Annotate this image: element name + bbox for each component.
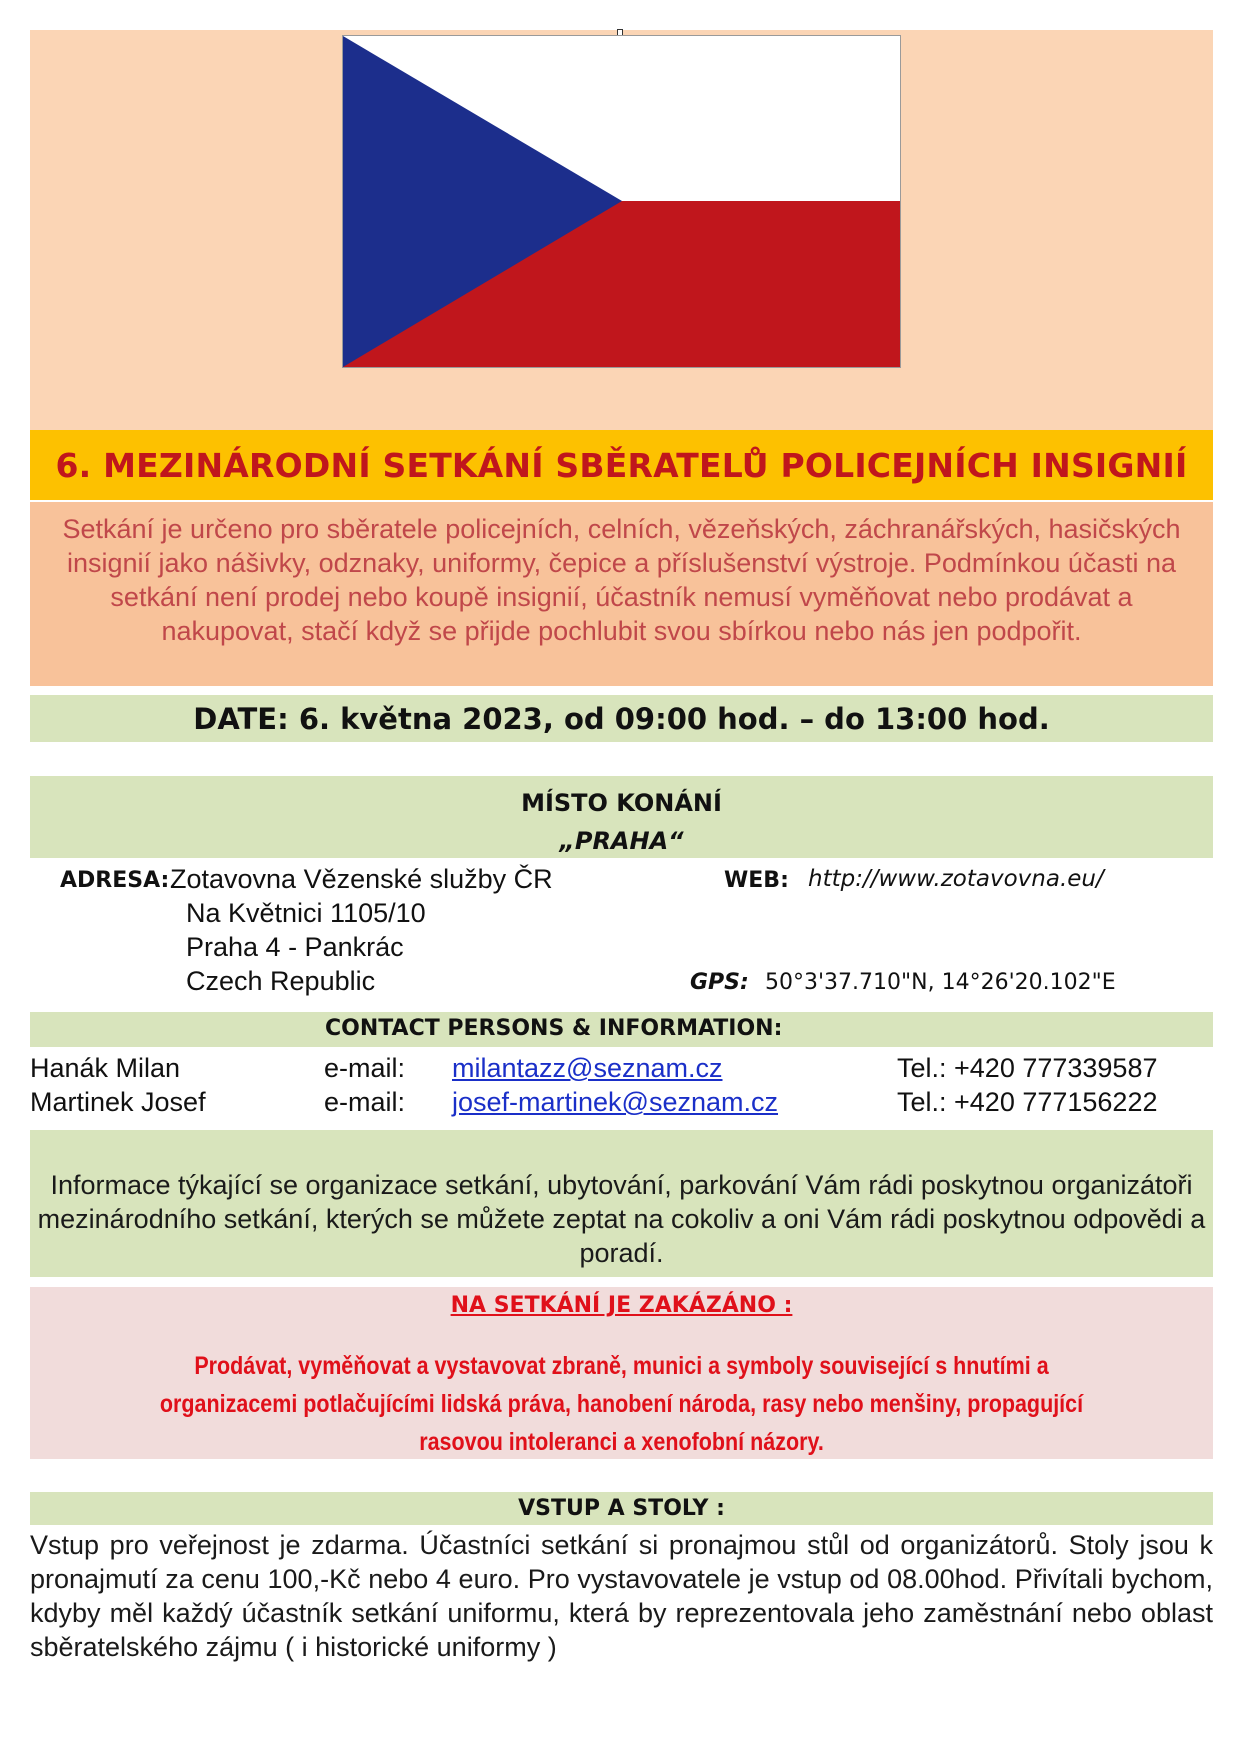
email-link[interactable]: milantazz@seznam.cz [452, 1053, 723, 1083]
czech-flag-image [342, 35, 901, 368]
date-banner [30, 695, 1213, 742]
email-label: e-mail: [324, 1053, 406, 1083]
organizer-info: Informace týkající se organizace setkání, ubytování, parkování Vám rádi poskytnou organizátoři mezinárodního setkání, kterých se můžete zeptat na cokoliv a oni Vám rádi poskytnou odpovědi a poradí. [30, 1130, 1213, 1277]
venue-city: „PRAHA“ [559, 827, 684, 855]
address-label: ADRESA: [60, 868, 170, 893]
email-link[interactable]: josef-martinek@seznam.cz [452, 1087, 779, 1117]
event-date: DATE: 6. května 2023, od 09:00 hod. – do 13:00 hod. [193, 701, 1050, 736]
web-url[interactable]: http://www.zotavovna.eu/ [808, 866, 1104, 892]
contact-name: Hanák Milan [30, 1053, 181, 1083]
address-line-4: Czech Republic [186, 966, 376, 996]
prohibited-text: Prodávat, vyměňovat a vystavovat zbraně, munici a symboly související s hnutími a organizacemi potlačujícími lidská práva, hanobení národa, rasy nebo menšiny, propagující rasovou intoleranci a xenofobní názory. [159, 1352, 1084, 1456]
event-title-banner [30, 430, 1213, 500]
address-line-1: Zotavovna Vězenské služby ČR [170, 864, 553, 894]
phone-number: Tel.: +420 777156222 [897, 1087, 1158, 1117]
gps-label: GPS: [690, 970, 749, 995]
address-line-3: Praha 4 - Pankrác [186, 932, 404, 962]
intro-paragraph: Setkání je určeno pro sběratele policejních, celních, vězeňských, záchranářských, hasičských insignií jako nášivky, odznaky, uniformy, čepice a příslušenství výstroje. Podmínkou účasti na setkání není prodej nebo koupě insignií, účastník nemusí vyměňovat nebo prodávat a nakupovat, stačí když se přijde pochlubit svou sbírkou nebo nás jen podpořit. [30, 502, 1213, 686]
gps-coordinates: 50°3'37.710"N, 14°26'20.102"E [765, 970, 1116, 995]
entry-banner [30, 1492, 1213, 1525]
address-line-2: Na Květnici 1105/10 [186, 898, 426, 928]
email-label: e-mail: [324, 1087, 406, 1117]
entry-heading: VSTUP A STOLY : [518, 1496, 725, 1521]
event-title: 6. MEZINÁRODNÍ SETKÁNÍ SBĚRATELŮ POLICEJNÍCH INSIGNIÍ [55, 445, 1188, 485]
web-label: WEB: [724, 868, 789, 893]
prohibited-notice [30, 1287, 1213, 1459]
phone-number: Tel.: +420 777339587 [897, 1053, 1158, 1083]
contacts-banner [30, 1012, 1213, 1047]
entry-paragraph: Vstup pro veřejnost je zdarma. Účastníci setkání si pronajmou stůl od organizátorů. Stoly jsou k pronajmutí za cenu 100,-Kč nebo 4 euro. Pro vystavovatele je vstup od 08.00hod. Přivítali bychom, kdyby měl každý účastník setkání uniformu, která by reprezentovala jeho zaměstnání nebo oblast sběratelského zájmu ( i historické uniformy ) [30, 1530, 1213, 1662]
venue-heading: MÍSTO KONÁNÍ [521, 789, 722, 817]
prohibited-heading: NA SETKÁNÍ JE ZAKÁZÁNO : [450, 1293, 793, 1318]
contact-name: Martinek Josef [30, 1087, 206, 1117]
contacts-heading: CONTACT PERSONS & INFORMATION: [325, 1016, 783, 1041]
venue-banner [30, 776, 1213, 858]
